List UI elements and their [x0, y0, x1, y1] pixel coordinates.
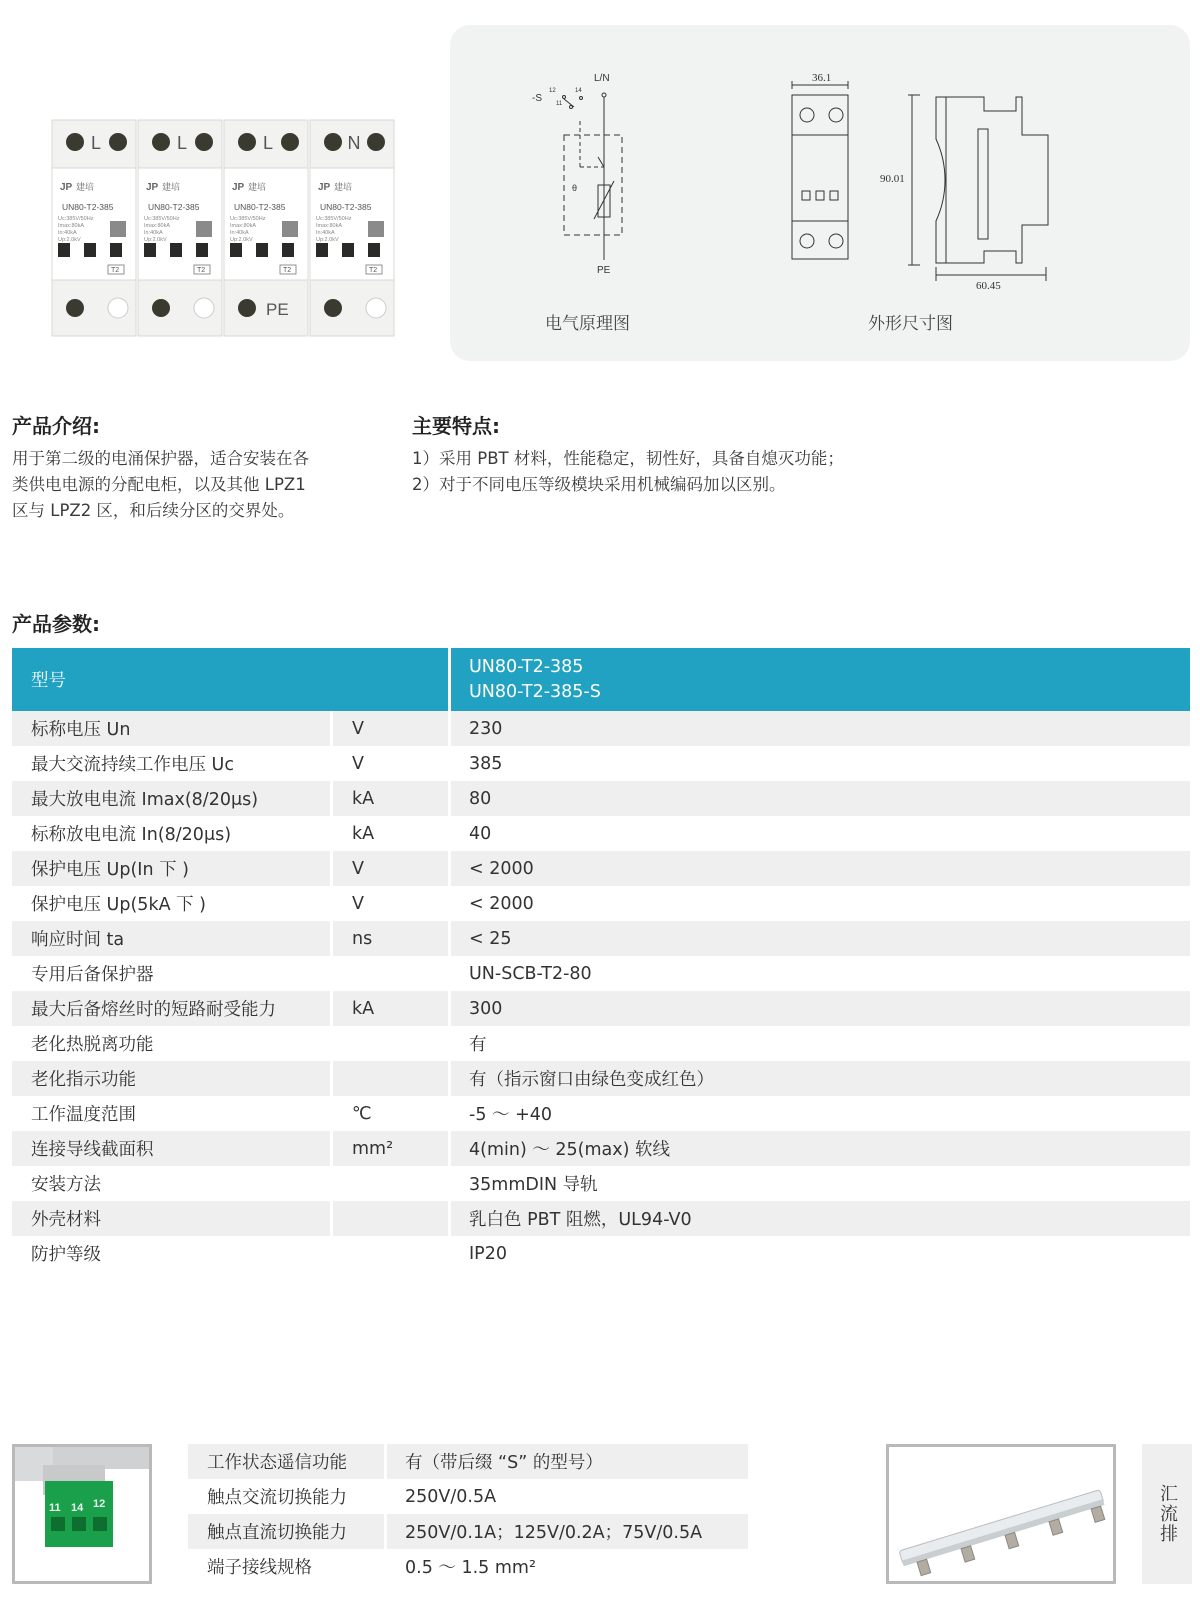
param-row [12, 816, 1190, 851]
brand-name: 建培 [76, 182, 95, 192]
feature-line: 1）采用 PBT 材料，性能稳定，韧性好，具备自熄灭功能； [412, 449, 844, 468]
schematic-pin: 12 [549, 88, 556, 94]
param-unit: mm² [330, 1131, 448, 1166]
param-value: < 2000 [448, 851, 1190, 886]
param-table [12, 648, 1190, 1271]
param-value: 300 [448, 991, 1190, 1026]
param-unit [330, 1061, 448, 1096]
pe-label: PE [266, 300, 289, 319]
brand-mark: JP [146, 182, 159, 193]
module-spec: Imax:80kA [316, 223, 342, 229]
electrical-schematic [563, 93, 623, 260]
param-row [12, 886, 1190, 921]
module-spec: Uc:385V/50Hz [316, 216, 352, 222]
features-text [412, 446, 1112, 498]
param-name: 专用后备保护器 [31, 965, 154, 985]
param-unit [330, 1026, 448, 1061]
module-label: L [176, 133, 188, 153]
module-spec: In:40kA [58, 230, 77, 236]
intro-line: 用于第二级的电涌保护器，适合安装在各 [12, 449, 309, 468]
dimension-depth: 60.45 [976, 280, 1001, 292]
terminal-pin: 11 [49, 1502, 61, 1514]
schematic-pe-label: PE [597, 265, 611, 276]
busbar-label-panel [1142, 1444, 1192, 1584]
param-name: 标称电压 Un [31, 720, 131, 740]
param-unit: V [330, 886, 448, 921]
brand-name: 建培 [334, 182, 353, 192]
module-spec: Imax:80kA [58, 223, 84, 229]
type-tag: T2 [369, 267, 378, 274]
param-row [12, 851, 1190, 886]
param-name: 安装方法 [31, 1175, 101, 1195]
module-model: UN80-T2-385 [62, 202, 114, 212]
dimension-side-view [908, 95, 1048, 281]
param-unit [330, 1201, 448, 1236]
param-value: 40 [448, 816, 1190, 851]
schematic-pin: 11 [556, 101, 563, 107]
remote-rows [188, 1444, 748, 1584]
model-header-label: 型号 [31, 671, 66, 691]
schematic-ln-label: L/N [594, 73, 610, 84]
param-name: 保护电压 Up(5kA 下 ) [31, 895, 206, 915]
dimension-height: 90.01 [880, 173, 905, 185]
module-spec: In:40kA [230, 230, 249, 236]
module-model: UN80-T2-385 [234, 202, 286, 212]
param-row [12, 1166, 1190, 1201]
type-tag: T2 [283, 267, 292, 274]
module-spec: In:40kA [316, 230, 335, 236]
intro-line: 类供电电源的分配电柜，以及其他 LPZ1 [12, 475, 306, 494]
param-name: 老化指示功能 [31, 1070, 136, 1090]
param-value: < 2000 [448, 886, 1190, 921]
module-spec: Imax:80kA [230, 223, 256, 229]
busbar-photo [886, 1444, 1116, 1584]
remote-name: 工作状态遥信功能 [207, 1453, 347, 1473]
dimension-width: 36.1 [812, 72, 832, 84]
brand-name: 建培 [248, 182, 267, 192]
param-unit: V [330, 711, 448, 746]
module-spec: Up:2.0kV [316, 237, 339, 243]
param-name: 工作温度范围 [31, 1105, 136, 1125]
dimension-caption: 外形尺寸图 [868, 314, 953, 334]
param-row [12, 1026, 1190, 1061]
remote-row [188, 1549, 748, 1584]
brand-mark: JP [60, 182, 73, 193]
param-value: 80 [448, 781, 1190, 816]
param-name: 防护等级 [31, 1245, 101, 1265]
param-unit: kA [330, 781, 448, 816]
param-row [12, 1131, 1190, 1166]
param-value: -5 ～ +40 [448, 1096, 1190, 1131]
param-unit [330, 1166, 448, 1201]
param-row [12, 956, 1190, 991]
brand-mark: JP [318, 182, 331, 193]
param-name: 最大后备熔丝时的短路耐受能力 [31, 1000, 276, 1020]
product-photo [50, 118, 400, 340]
param-row [12, 1201, 1190, 1236]
param-name: 响应时间 ta [31, 930, 125, 950]
brand-name: 建培 [162, 182, 181, 192]
param-rows [12, 711, 1190, 1271]
param-unit: V [330, 746, 448, 781]
dimension-front-view [792, 81, 848, 259]
module-spec: Up:2.0kV [230, 237, 253, 243]
param-name: 标称放电电流 In(8/20μs) [31, 825, 232, 845]
param-table-header [12, 648, 1190, 711]
param-value: < 25 [448, 921, 1190, 956]
schematic-theta: θ [572, 183, 578, 193]
terminal-pin: 12 [93, 1498, 106, 1510]
param-name: 连接导线截面积 [31, 1140, 154, 1160]
param-unit: ℃ [330, 1096, 448, 1131]
param-unit [330, 956, 448, 991]
remote-row [188, 1479, 748, 1514]
remote-value: 有（带后缀 “S” 的型号） [384, 1444, 748, 1479]
param-unit: ns [330, 921, 448, 956]
module-spec: Uc:385V/50Hz [58, 216, 94, 222]
intro-line: 区与 LPZ2 区，和后续分区的交界处。 [12, 501, 295, 520]
remote-signal-table [188, 1444, 748, 1584]
model-header-values [448, 648, 1190, 711]
module-spec: Imax:80kA [144, 223, 170, 229]
module-label: N [347, 133, 361, 153]
terminal-photo [12, 1444, 152, 1584]
module-model: UN80-T2-385 [148, 202, 200, 212]
param-row [12, 711, 1190, 746]
busbar-label: 汇流排 [1157, 1484, 1178, 1544]
param-value: UN-SCB-T2-80 [448, 956, 1190, 991]
remote-name: 触点交流切换能力 [207, 1488, 347, 1508]
param-value: 35mmDIN 导轨 [448, 1166, 1190, 1201]
param-value: 有 [448, 1026, 1190, 1061]
module-spec: Up:2.0kV [58, 237, 81, 243]
param-row [12, 921, 1190, 956]
param-row [12, 1236, 1190, 1271]
module-spec: Up:2.0kV [144, 237, 167, 243]
param-value: 乳白色 PBT 阻燃，UL94-V0 [448, 1201, 1190, 1236]
schematic-caption: 电气原理图 [545, 314, 630, 334]
features-title: 主要特点: [412, 414, 500, 438]
param-row [12, 781, 1190, 816]
module-label: L [90, 133, 102, 153]
type-tag: T2 [111, 267, 120, 274]
param-row [12, 1061, 1190, 1096]
module-spec: Uc:385V/50Hz [230, 216, 266, 222]
type-tag: T2 [197, 267, 206, 274]
param-row [12, 746, 1190, 781]
param-name: 最大放电电流 Imax(8/20μs) [31, 790, 259, 810]
param-value: 有（指示窗口由绿色变成红色） [448, 1061, 1190, 1096]
param-unit [330, 1236, 448, 1271]
model-name: UN80-T2-385-S [469, 681, 601, 702]
remote-value: 0.5 ～ 1.5 mm² [384, 1549, 748, 1584]
params-title: 产品参数: [12, 612, 100, 636]
param-name: 外壳材料 [31, 1210, 101, 1230]
param-name: 保护电压 Up(In 下 ) [31, 860, 190, 880]
param-unit: V [330, 851, 448, 886]
terminal-pin: 14 [71, 1502, 84, 1514]
diagram-panel [450, 25, 1190, 361]
schematic-pin: 14 [575, 88, 582, 94]
remote-name: 触点直流切换能力 [207, 1523, 347, 1543]
remote-name: 端子接线规格 [207, 1558, 312, 1578]
param-row [12, 991, 1190, 1026]
remote-value: 250V/0.1A；125V/0.2A；75V/0.5A [384, 1514, 748, 1549]
module-model: UN80-T2-385 [320, 202, 372, 212]
param-name: 最大交流持续工作电压 Uc [31, 755, 234, 775]
param-value: 385 [448, 746, 1190, 781]
remote-row [188, 1444, 748, 1479]
param-row [12, 1096, 1190, 1131]
param-name: 老化热脱离功能 [31, 1035, 154, 1055]
param-unit: kA [330, 991, 448, 1026]
intro-text [12, 446, 392, 524]
feature-line: 2）对于不同电压等级模块采用机械编码加以区别。 [412, 475, 786, 494]
param-value: 4(min) ～ 25(max) 软线 [448, 1131, 1190, 1166]
schematic-s-label: -S [532, 93, 542, 104]
param-value: 230 [448, 711, 1190, 746]
brand-mark: JP [232, 182, 245, 193]
remote-value: 250V/0.5A [384, 1479, 748, 1514]
param-value: IP20 [448, 1236, 1190, 1271]
param-unit: kA [330, 816, 448, 851]
module-spec: Uc:385V/50Hz [144, 216, 180, 222]
remote-row [188, 1514, 748, 1549]
intro-title: 产品介绍: [12, 414, 100, 438]
module-spec: In:40kA [144, 230, 163, 236]
module-label: L [262, 133, 274, 153]
model-name: UN80-T2-385 [469, 656, 584, 677]
